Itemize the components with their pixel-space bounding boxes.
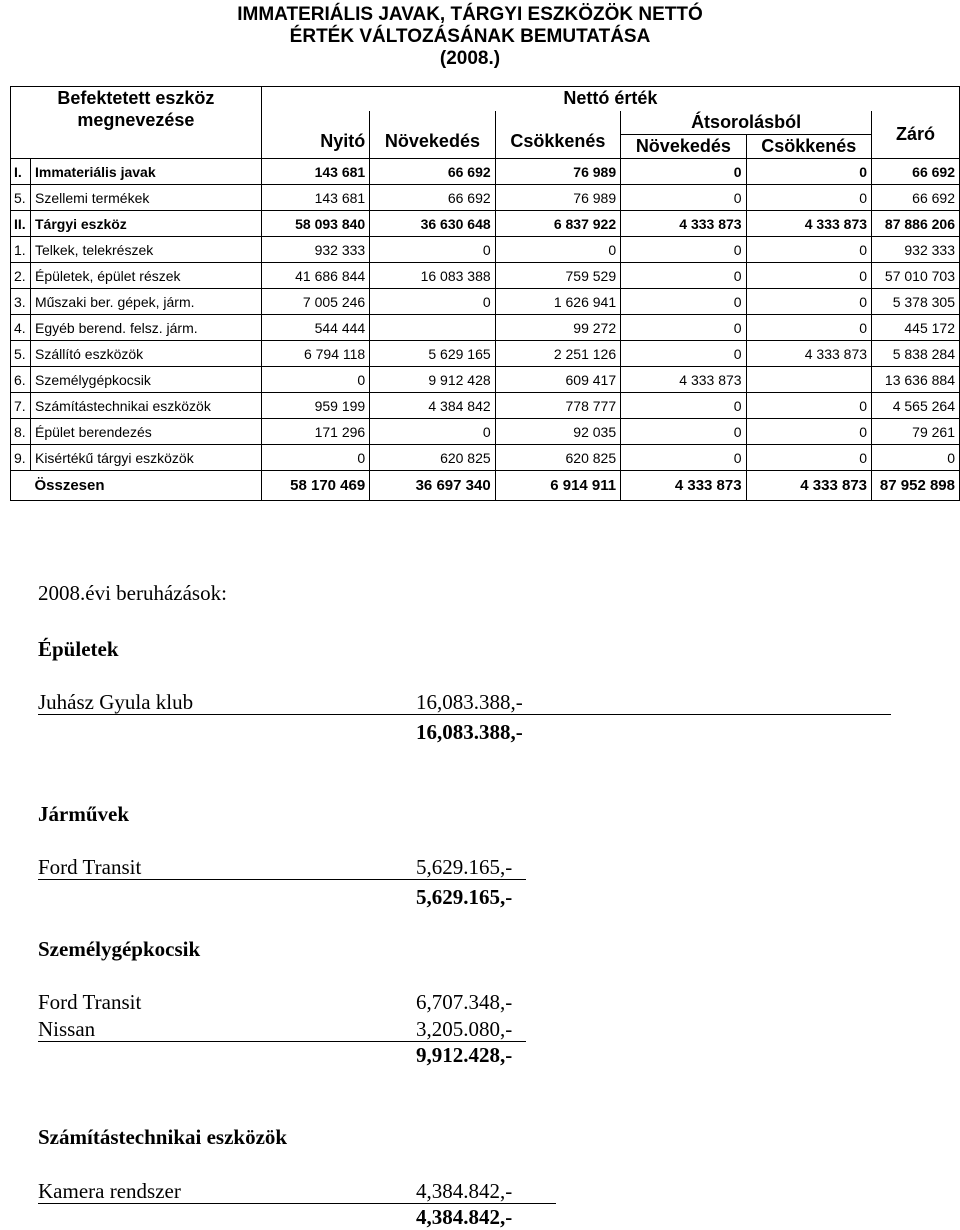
jarmuvek-item-name: Ford Transit — [38, 855, 142, 879]
cell-nov: 0 — [370, 419, 495, 445]
header-zaro: Záró — [872, 111, 960, 159]
szemelygepkocsik-item2-amount: 3,205.080,- — [416, 1017, 513, 1041]
szamitastechnika-item-name: Kamera rendszer — [38, 1179, 181, 1203]
cell-zaro: 445 172 — [872, 315, 960, 341]
table-row — [11, 237, 960, 263]
cell-at-csok: 0 — [746, 237, 871, 263]
cell-at-csok: 0 — [746, 315, 871, 341]
table-row — [11, 367, 960, 393]
row-name: Kisértékű tárgyi eszközök — [30, 445, 261, 471]
investments-heading: 2008.évi beruházások: — [38, 581, 227, 605]
cell-nov — [370, 315, 495, 341]
cell-nov: 620 825 — [370, 445, 495, 471]
cell-csok: 92 035 — [495, 419, 620, 445]
row-code: 6. — [11, 367, 31, 393]
row-code: 3. — [11, 289, 31, 315]
header-name-line-2: megnevezése — [77, 110, 195, 130]
header-atsorolasbol: Átsorolásból — [621, 111, 872, 135]
table-row — [11, 419, 960, 445]
cell-zaro: 66 692 — [872, 159, 960, 185]
cell-csok: 778 777 — [495, 393, 620, 419]
row-code: 5. — [11, 185, 31, 211]
cell-at-csok: 0 — [746, 289, 871, 315]
section-title-jarmuvek: Járművek — [38, 802, 129, 826]
cell-at-nov: 0 — [621, 419, 746, 445]
asset-table — [10, 86, 960, 501]
row-name: Épület berendezés — [30, 419, 261, 445]
cell-at-nov: 0 — [621, 445, 746, 471]
row-code: I. — [11, 159, 31, 185]
row-name: Épületek, épület részek — [30, 263, 261, 289]
title-line-1: IMMATERIÁLIS JAVAK, TÁRGYI ESZKÖZÖK NETTÓ — [237, 4, 703, 25]
row-code: 9. — [11, 445, 31, 471]
table-row — [11, 211, 960, 237]
cell-nov: 0 — [370, 237, 495, 263]
cell-nyito: 143 681 — [261, 185, 369, 211]
header-name-line-1: Befektetett eszköz — [57, 88, 215, 108]
cell-nov: 36 697 340 — [370, 471, 495, 501]
cell-at-nov: 0 — [621, 159, 746, 185]
cell-zaro: 66 692 — [872, 185, 960, 211]
table-row — [11, 445, 960, 471]
cell-nyito: 959 199 — [261, 393, 369, 419]
row-name: Műszaki ber. gépek, járm. — [30, 289, 261, 315]
cell-at-nov: 4 333 873 — [621, 471, 746, 501]
row-name: Számítástechnikai eszközök — [30, 393, 261, 419]
row-code: 4. — [11, 315, 31, 341]
cell-at-nov: 4 333 873 — [621, 211, 746, 237]
cell-zaro: 79 261 — [872, 419, 960, 445]
cell-csok: 6 837 922 — [495, 211, 620, 237]
cell-csok: 76 989 — [495, 185, 620, 211]
cell-at-nov: 0 — [621, 393, 746, 419]
row-name: Tárgyi eszköz — [30, 211, 261, 237]
row-code: 1. — [11, 237, 31, 263]
cell-zaro: 4 565 264 — [872, 393, 960, 419]
cell-zaro: 0 — [872, 445, 960, 471]
cell-csok: 6 914 911 — [495, 471, 620, 501]
row-code — [11, 471, 31, 501]
cell-at-csok: 0 — [746, 185, 871, 211]
cell-nyito: 143 681 — [261, 159, 369, 185]
jarmuvek-underline — [38, 879, 526, 880]
cell-nyito: 932 333 — [261, 237, 369, 263]
cell-at-csok: 0 — [746, 263, 871, 289]
cell-nov: 66 692 — [370, 185, 495, 211]
row-name: Összesen — [30, 471, 261, 501]
cell-at-nov: 4 333 873 — [621, 367, 746, 393]
row-code: 5. — [11, 341, 31, 367]
table-row — [11, 185, 960, 211]
cell-nyito: 544 444 — [261, 315, 369, 341]
row-code: 8. — [11, 419, 31, 445]
cell-csok: 620 825 — [495, 445, 620, 471]
row-code: II. — [11, 211, 31, 237]
cell-csok: 99 272 — [495, 315, 620, 341]
row-code: 7. — [11, 393, 31, 419]
cell-zaro: 13 636 884 — [872, 367, 960, 393]
row-name: Szállító eszközök — [30, 341, 261, 367]
cell-csok: 2 251 126 — [495, 341, 620, 367]
cell-nyito: 0 — [261, 367, 369, 393]
table-row — [11, 289, 960, 315]
cell-zaro: 57 010 703 — [872, 263, 960, 289]
title-line-2: ÉRTÉK VÁLTOZÁSÁNAK BEMUTATÁSA — [289, 26, 651, 47]
cell-at-nov: 0 — [621, 237, 746, 263]
cell-zaro: 5 378 305 — [872, 289, 960, 315]
szemelygepkocsik-item1-amount: 6,707.348,- — [416, 990, 513, 1014]
cell-at-nov: 0 — [621, 185, 746, 211]
section-title-szamitastechnika: Számítástechnikai eszközök — [38, 1125, 288, 1149]
header-csokkenes: Csökkenés — [495, 111, 620, 159]
cell-nov: 9 912 428 — [370, 367, 495, 393]
cell-nov: 0 — [370, 289, 495, 315]
asset-table-body — [11, 159, 960, 501]
cell-csok: 76 989 — [495, 159, 620, 185]
row-name: Telkek, telekrészek — [30, 237, 261, 263]
cell-at-csok — [746, 367, 871, 393]
row-name: Egyéb berend. felsz. járm. — [30, 315, 261, 341]
cell-nov: 36 630 648 — [370, 211, 495, 237]
cell-zaro: 87 952 898 — [872, 471, 960, 501]
cell-nyito: 7 005 246 — [261, 289, 369, 315]
cell-nov: 66 692 — [370, 159, 495, 185]
cell-nov: 4 384 842 — [370, 393, 495, 419]
szamitastechnika-total: 4,384.842,- — [416, 1205, 513, 1229]
jarmuvek-total: 5,629.165,- — [416, 885, 513, 909]
row-name: Személygépkocsik — [30, 367, 261, 393]
cell-at-csok: 4 333 873 — [746, 341, 871, 367]
page-title — [200, 4, 740, 70]
cell-at-nov: 0 — [621, 263, 746, 289]
szamitastechnika-item-amount: 4,384.842,- — [416, 1179, 513, 1203]
section-title-epuletek: Épületek — [38, 637, 119, 661]
cell-at-csok: 0 — [746, 419, 871, 445]
cell-nyito: 171 296 — [261, 419, 369, 445]
header-at-csokkenes: Csökkenés — [746, 135, 871, 159]
cell-at-nov: 0 — [621, 289, 746, 315]
epuletek-item-name: Juhász Gyula klub — [38, 690, 194, 714]
cell-nov: 5 629 165 — [370, 341, 495, 367]
row-code: 2. — [11, 263, 31, 289]
cell-at-csok: 4 333 873 — [746, 471, 871, 501]
cell-at-nov: 0 — [621, 315, 746, 341]
cell-csok: 609 417 — [495, 367, 620, 393]
cell-at-csok: 0 — [746, 159, 871, 185]
header-asset-name — [11, 87, 262, 159]
section-title-szemelygepkocsik: Személygépkocsik — [38, 937, 201, 961]
header-netto: Nettó érték — [261, 87, 959, 111]
cell-nyito: 41 686 844 — [261, 263, 369, 289]
cell-csok: 759 529 — [495, 263, 620, 289]
table-row — [11, 341, 960, 367]
row-name: Immateriális javak — [30, 159, 261, 185]
row-name: Szellemi termékek — [30, 185, 261, 211]
cell-nyito: 0 — [261, 445, 369, 471]
table-row — [11, 393, 960, 419]
cell-zaro: 5 838 284 — [872, 341, 960, 367]
cell-zaro: 932 333 — [872, 237, 960, 263]
szamitastechnika-underline — [38, 1203, 556, 1204]
cell-nyito: 6 794 118 — [261, 341, 369, 367]
epuletek-underline — [38, 714, 891, 715]
cell-csok: 1 626 941 — [495, 289, 620, 315]
header-nyito: Nyitó — [261, 111, 369, 159]
szemelygepkocsik-total: 9,912.428,- — [416, 1043, 513, 1067]
cell-at-nov: 0 — [621, 341, 746, 367]
cell-nov: 16 083 388 — [370, 263, 495, 289]
table-row — [11, 159, 960, 185]
table-row — [11, 315, 960, 341]
cell-nyito: 58 170 469 — [261, 471, 369, 501]
title-line-3: (2008.) — [439, 48, 501, 69]
cell-zaro: 87 886 206 — [872, 211, 960, 237]
szemelygepkocsik-item1-name: Ford Transit — [38, 990, 142, 1014]
cell-csok: 0 — [495, 237, 620, 263]
cell-at-csok: 0 — [746, 445, 871, 471]
table-row — [11, 263, 960, 289]
szemelygepkocsik-underline — [38, 1041, 526, 1042]
szemelygepkocsik-item2-name: Nissan — [38, 1017, 96, 1041]
table-row — [11, 471, 960, 501]
cell-at-csok: 0 — [746, 393, 871, 419]
jarmuvek-item-amount: 5,629.165,- — [416, 855, 513, 879]
header-at-novekedes: Növekedés — [621, 135, 746, 159]
epuletek-total: 16,083.388,- — [416, 720, 523, 744]
cell-nyito: 58 093 840 — [261, 211, 369, 237]
header-novekedes: Növekedés — [370, 111, 495, 159]
epuletek-item-amount: 16,083.388,- — [416, 690, 523, 714]
cell-at-csok: 4 333 873 — [746, 211, 871, 237]
